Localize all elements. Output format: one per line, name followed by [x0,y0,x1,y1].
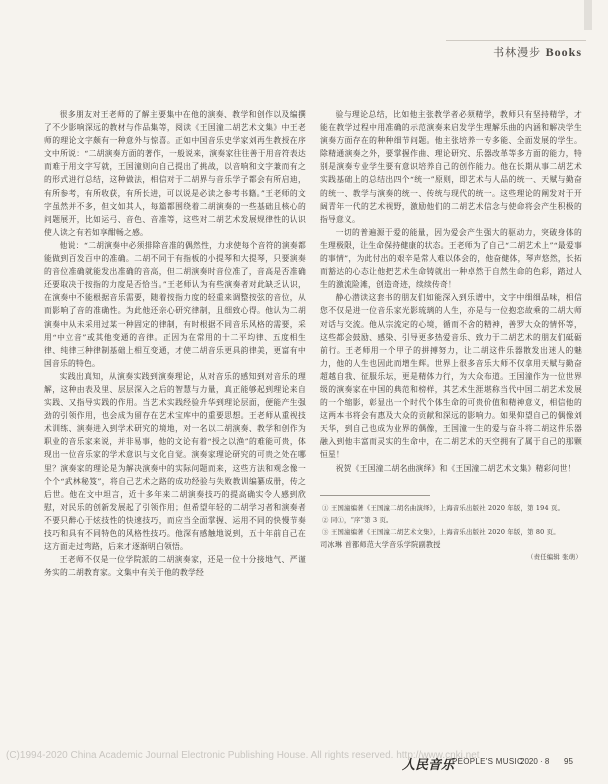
body-paragraph: 一切的普遍源于爱的能量，因为爱会产生强大的驱动力，突破身体的生理极限，让生命保持健康的状态。王老师为了自己“二胡艺术上”“最爱事的事情”，为此付出的艰辛是常人难以体会的，他奋健体，琴声悠然，长拓而豁达的心态让他把艺术生命铸就出一种卓然于自然生命的色彩，踏过人生的激流险滩，创造奇迹，续续传奇！ [320,227,582,290]
editor-credit: （责任编辑 张萌） [527,552,582,561]
footnote: ② 同①，“序”第 3 页。 [322,515,393,524]
header-rule [446,40,586,41]
closing-paragraph: 祝贺《王国潼二胡名曲演绎》和《王国潼二胡艺术文集》精彩问世！ [335,463,576,473]
body-paragraph: 他说：“二胡演奏中必须排除音准的偶然性，力求使每个音符的演奏都能做到百发百中的准确。二胡不同于有指板的小提琴和大提琴，只要演奏的音位准确就能发出准确的音高，但二胡演奏时音位准了，音高是否准确还要取决于按指的力度是否恰当。”王老师认为有些演奏者对此缺乏认识，在演奏中不能根据音乐需要，随着按指力度的轻重来调整按弦的音位，从而影响了音的准确性。为此他还亲心研究律制，且细致心得。他认为二胡演奏中从未采用过某一种固定的律制，有时根据不同音乐风格的需要，采用“中立音”或其他变通的音律。正因为在常用的十二平均律、五度相生律、纯律三种律制基础上相互变通，才使二胡音乐更具韵律美，更富有中国音乐的特色。 [44,240,306,368]
magazine-logo: 人民音乐 [402,758,455,773]
footnote-divider [320,495,430,496]
page-number: 95 [564,757,573,766]
body-paragraph: 王老师不仅是一位学院派的二胡演奏家，还是一位十分接地气、严谨务实的二胡教育家。文集中有关于他的教学经 [44,555,306,578]
magazine-name-en: PEOPLE'S MUSIC [452,757,524,766]
section-title-cn: 书林漫步 [493,46,542,59]
body-paragraph: 静心潜读这套书的朋友们如能深入到乐谱中，文字中细细品味，相信您不仅是进一位音乐家光影琉璃的人生，亦是与一位抱恋故乘的二胡大师对话与交流。他从宗流定的心境，循而不舍的精神，善罗大众的情怀等，这些都会鼓励、感染、引导更多热爱音乐、致力于二胡艺术的朋友们砥砺前行。王老师用一个甲子的拼搏努力，让二胡这件乐器散发出迷人的魅力，他的人生也因此而增生辉。世界上很多音乐大师不仅拿用天赋与勤奋超越自我、征服乐坛，更是精体力行，为大众布道。王国潼作为一位世界级的演奏家在中国的典范和榜样，其艺术生涯堪称当代中国二胡艺术发展的一个缩影，彰显出一个时代个体生命的可贵价值和精神意义，相信他的这两本书将会有惠及大众的贡献和深远的影响力。如果仰望自己的偶像刘天华，到自己也成为业界的偶像，王国潼一生的爱与奋斗将二胡这件乐器融入到他丰富而灵实的生命中，在二胡艺术的天空拥有了属于自己的那颗恒星！ [320,293,582,460]
page-tab-decoration [584,0,592,30]
section-header [493,44,582,60]
section-title-en: Books [545,45,582,59]
body-paragraph: 实践出真知，从演奏实践到演奏理论，从对音乐的感知到对音乐的理解，这种由表及里、层层深入之后的智慧与力量，真正能够起到理论来自实践、又指导实践的作用。当艺术实践经验升华到理论层面，便能产生强劲的引领作用，也会成为留存在艺术宝库中的重要思想。王老师从重视技术训练、演奏进入到学术研究的境地，对一名以二胡演奏、教学和创作为职业的音乐家来说，并非易事，他的文论有着“授之以渔”的难能可贵，体现出一位音乐家的学术意识与文化自觉。演奏家理论研究的可贵之处在哪里？演奏家的理论是为解决演奏中的实际问题而来，这些方法和观念像一个个“武林秘笈”，将自己艺术之路的成功经验与失败教训编纂成册，传之后世。他在文中坦言，近十多年来二胡演奏技巧的提高确实令人感到欣慰，对民乐的创新发展起了引领作用；但希望年轻的二胡学习者和演奏者不要只醉心于炫技性的快速技巧，而应当全面掌握、运用不同的快慢节奏技巧和具有不同特色的风格性技巧。他深有感触地说到，五十年前自己在这方面走过弯路，后来才逐渐明白领悟。 [44,371,306,552]
author-byline: 司冰琳 首都师范大学音乐学院副教授 [320,539,441,549]
left-column [44,108,306,579]
page-footer [0,748,608,778]
footnote: ③ 王国潼编著《王国潼二胡艺术文集》，上海音乐出版社 2020 年版，第 80 页。 [322,527,560,536]
issue-number: 2020 · 8 [520,757,550,766]
body-paragraph: 很多朋友对王老师的了解主要集中在他的演奏、教学和创作以及编撰了不少影响深远的教材与作品集等，阅读《王国潼二胡艺术文集》中王老师的理论文字颇有一种意外与惊喜。正如中国音乐史学家刘再生教授在序文中所说：“二胡演奏方面的著作，一般说来，演奏家往往善于用音符表达而难于用文字写就，王国潼则向自己提出了挑战，以音响和文字兼而有之的形式进行总结，这种做法，相信对于二胡界与音乐学子都会有所启迪，有所参考，有所收获，有所长进，可以说是必读之参考书籍。”王老师的文字虽然并不多，但文如其人，每篇都围绕着二胡演奏的一些基础且核心的问题展开，比如运弓、音色、音准等，这些对二胡艺术发展规律性的认识使人读之有若如享酣畅之感。 [44,110,306,237]
copyright-watermark: (C)1994-2020 China Academic Journal Electronic Publishing House. All rights reserved. http://www.cnki.net [6,750,480,761]
footnote: ① 王国潼编著《王国潼二胡名曲演绎》，上海音乐出版社 2020 年版，第 194 页。 [322,503,565,512]
right-column [320,108,582,564]
body-paragraph: 验与理论总结，比如他主张教学者必须精学，教师只有坚持精学，才能在教学过程中用准确的示范演奏来启发学生理解乐曲的内涵和解决学生演奏方面存在的种种细节问题。他主张培养一专多能、全面发展的学生。除精通演奏之外，要掌握作曲、理论研究、乐器改革等多方面的能力，特别是演奏专业学生要有意识培养自己的创作能力。他在长期从事二胡艺术实践基础上的总结出四个“统一”原则，即艺术与人品的统一、天赋与勤奋的统一、教学与演奏的统一、传统与现代的统一。这些理论的阐发对于开阔青年一代的艺术视野，激励他们的二胡艺术信念与使命将会产生积极的指导意义。 [320,110,582,224]
